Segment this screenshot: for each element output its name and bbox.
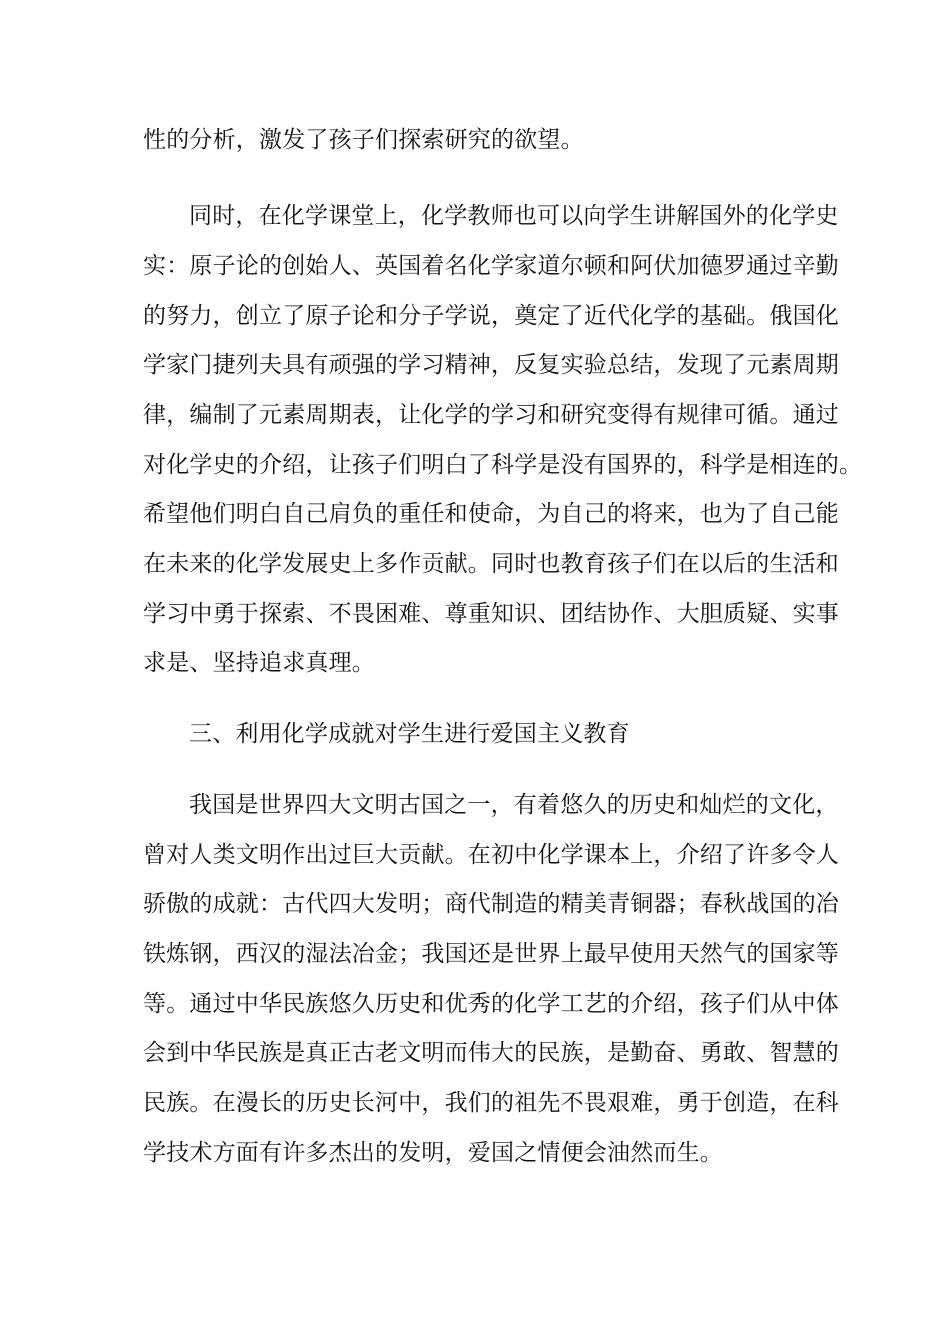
paragraph-line: 律，编制了元素周期表，让化学的学习和研究变得有规律可循。通过 [143,402,839,428]
paragraph-line: 民族。在漫长的历史长河中，我们的祖先不畏艰难，勇于创造，在科 [143,1090,839,1116]
paragraph-line: 在未来的化学发展史上多作贡献。同时也教育孩子们在以后的生活和 [143,551,839,577]
paragraph-line: 性的分析，激发了孩子们探索研究的欲望。 [143,127,584,153]
paragraph-line: 铁炼钢，西汉的湿法冶金；我国还是世界上最早使用天然气的国家等 [143,941,839,967]
paragraph-line: 的努力，创立了原子论和分子学说，奠定了近代化学的基础。俄国化 [143,303,839,329]
paragraph-line: 学习中勇于探索、不畏困难、尊重知识、团结协作、大胆质疑、实事 [143,601,839,627]
paragraph-line: 我国是世界四大文明古国之一，有着悠久的历史和灿烂的文化， [189,792,839,818]
paragraph-line: 学家门捷列夫具有顽强的学习精神，反复实验总结，发现了元素周期 [143,352,839,378]
paragraph-line: 骄傲的成就：古代四大发明；商代制造的精美青铜器；春秋战国的冶 [143,891,839,917]
paragraph-line: 学技术方面有许多杰出的发明，爱国之情便会油然而生。 [143,1140,723,1166]
paragraph-line: 同时，在化学课堂上，化学教师也可以向学生讲解国外的化学史 [189,203,839,229]
paragraph-line: 希望他们明白自己肩负的重任和使命，为自己的将来，也为了自己能 [143,501,839,527]
paragraph-line: 曾对人类文明作出过巨大贡献。在初中化学课本上，介绍了许多令人 [143,842,839,868]
paragraph-line: 求是、坚持追求真理。 [143,650,375,676]
paragraph-line: 会到中华民族是真正古老文明而伟大的民族，是勤奋、勇敢、智慧的 [143,1040,839,1066]
paragraph-line: 对化学史的介绍，让孩子们明白了科学是没有国界的，科学是相连的。 [143,452,863,478]
section-heading: 三、利用化学成就对学生进行爱国主义教育 [189,721,630,747]
paragraph-line: 等。通过中华民族悠久历史和优秀的化学工艺的介绍，孩子们从中体 [143,991,839,1017]
paragraph-line: 实：原子论的创始人、英国着名化学家道尔顿和阿伏加德罗通过辛勤 [143,253,839,279]
